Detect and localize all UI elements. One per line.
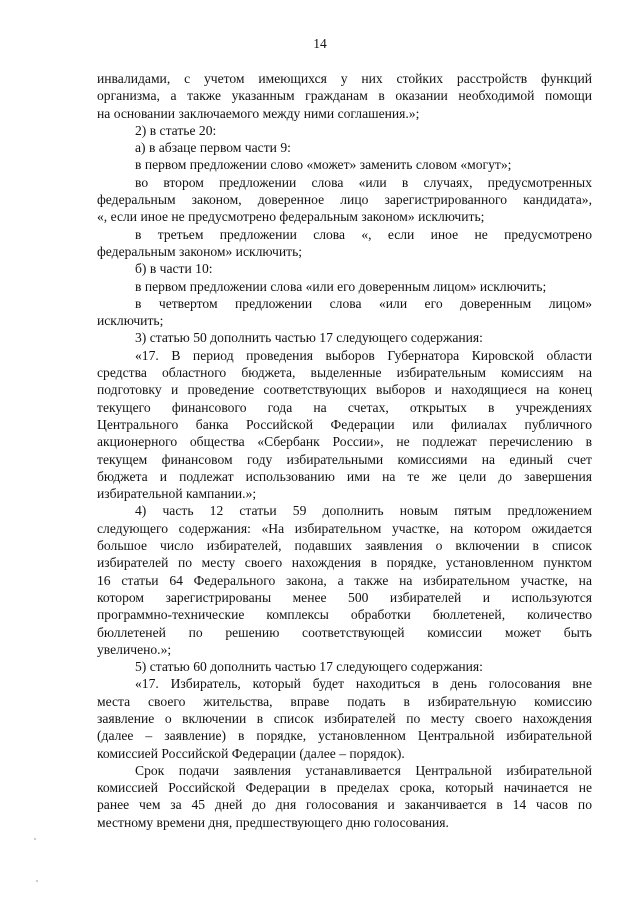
text-line: котором зарегистрированы менее 500 избирателей и используются xyxy=(97,589,592,605)
text-line: увеличено.»; xyxy=(97,641,172,657)
text-line: комиссией Российской Федерации (далее – порядок). xyxy=(97,745,405,761)
text-line: текущем финансовом году избирательными комиссиями на единый счет xyxy=(97,451,592,467)
text-line: федеральным законом» исключить; xyxy=(97,243,303,259)
text-line: «, если иное не предусмотрено федеральным законом» исключить; xyxy=(97,209,485,225)
text-line: «17. Избиратель, который будет находиться в день голосования вне xyxy=(135,676,592,692)
text-line: Срок подачи заявления устанавливается Центральной избирательной xyxy=(135,762,592,778)
text-line: организма, а также указанным гражданам в оказании необходимой помощи xyxy=(97,88,592,104)
text-line: избирательной кампании.»; xyxy=(97,486,257,502)
text-line: б) в части 10: xyxy=(135,261,213,277)
text-line: 5) статью 60 дополнить частью 17 следующего содержания: xyxy=(135,659,483,675)
text-line: «17. В период проведения выборов Губернатора Кировской области xyxy=(135,347,592,363)
text-line: местному времени дня, предшествующего дню голосования. xyxy=(97,814,449,830)
text-line: инвалидами, с учетом имеющихся у них стойких расстройств функций xyxy=(97,71,592,86)
text-line: ранее чем за 45 дней до дня голосования и заканчивается в 14 часов по xyxy=(97,797,592,813)
text-line: в первом предложении слово «может» заменить словом «могут»; xyxy=(135,157,512,173)
document-body xyxy=(97,70,592,831)
text-line: текущего финансового года на счетах, открытых в учреждениях xyxy=(97,399,592,415)
text-line: места своего жительства, вправе подать в избирательную комиссию xyxy=(97,693,592,709)
text-line: исключить; xyxy=(97,313,164,329)
text-line: 4) часть 12 статьи 59 дополнить новым пятым предложением xyxy=(135,503,592,519)
text-line: программно-технические комплексы обработки бюллетеней, количество xyxy=(97,607,592,623)
text-line: во втором предложении слова «или в случаях, предусмотренных xyxy=(135,174,592,190)
text-line: (далее – заявление) в порядке, установленном Центральной избирательной xyxy=(97,728,592,744)
text-line: федеральным законом, доверенное лицо зарегистрированного кандидата», xyxy=(97,192,592,208)
text-line: подготовку и проведение соответствующих выборов и находящиеся на конец xyxy=(97,382,592,398)
text-line: в первом предложении слова «или его доверенным лицом» исключить; xyxy=(135,278,547,294)
text-line: 3) статью 50 дополнить частью 17 следующего содержания: xyxy=(135,330,483,346)
text-line: большое число избирателей, подавших заявления о включении в список xyxy=(97,538,592,554)
text-line: бюллетеней по решению соответствующей комиссии может быть xyxy=(97,624,592,640)
text-line: бюджета и подлежат использованию ими на те же цели до завершения xyxy=(97,468,592,484)
text-line: 2) в статье 20: xyxy=(135,122,217,138)
text-line: Центрального банка Российской Федерации или филиалах публичного xyxy=(97,416,592,432)
text-line: а) в абзаце первом части 9: xyxy=(135,140,291,156)
text-line: заявление о включении в список избирателей по месту своего нахождения xyxy=(97,710,592,726)
text-line: следующего содержания: «На избирательном участке, на котором ожидается xyxy=(97,520,592,536)
scan-speck xyxy=(36,880,38,882)
text-line: акционерного общества «Сбербанк России», не подлежат перечислению в xyxy=(97,434,592,450)
scan-speck xyxy=(34,838,36,840)
text-line: в четвертом предложении слова «или его доверенным лицом» xyxy=(135,295,592,311)
text-line: 16 статьи 64 Федерального закона, а также на избирательном участке, на xyxy=(97,572,592,588)
page-number: 14 xyxy=(313,36,327,51)
text-line: избирателей по месту своего нахождения в порядке, установленном пунктом xyxy=(97,555,592,571)
text-line: в третьем предложении слова «, если иное не предусмотрено xyxy=(135,226,592,242)
text-line: комиссией Российской Федерации в пределах срока, который начинается не xyxy=(97,780,592,796)
text-line: средства областного бюджета, выделенные избирательным комиссиям на xyxy=(97,365,592,381)
text-line: на основании заключаемого между ними соглашения.»; xyxy=(97,105,420,121)
